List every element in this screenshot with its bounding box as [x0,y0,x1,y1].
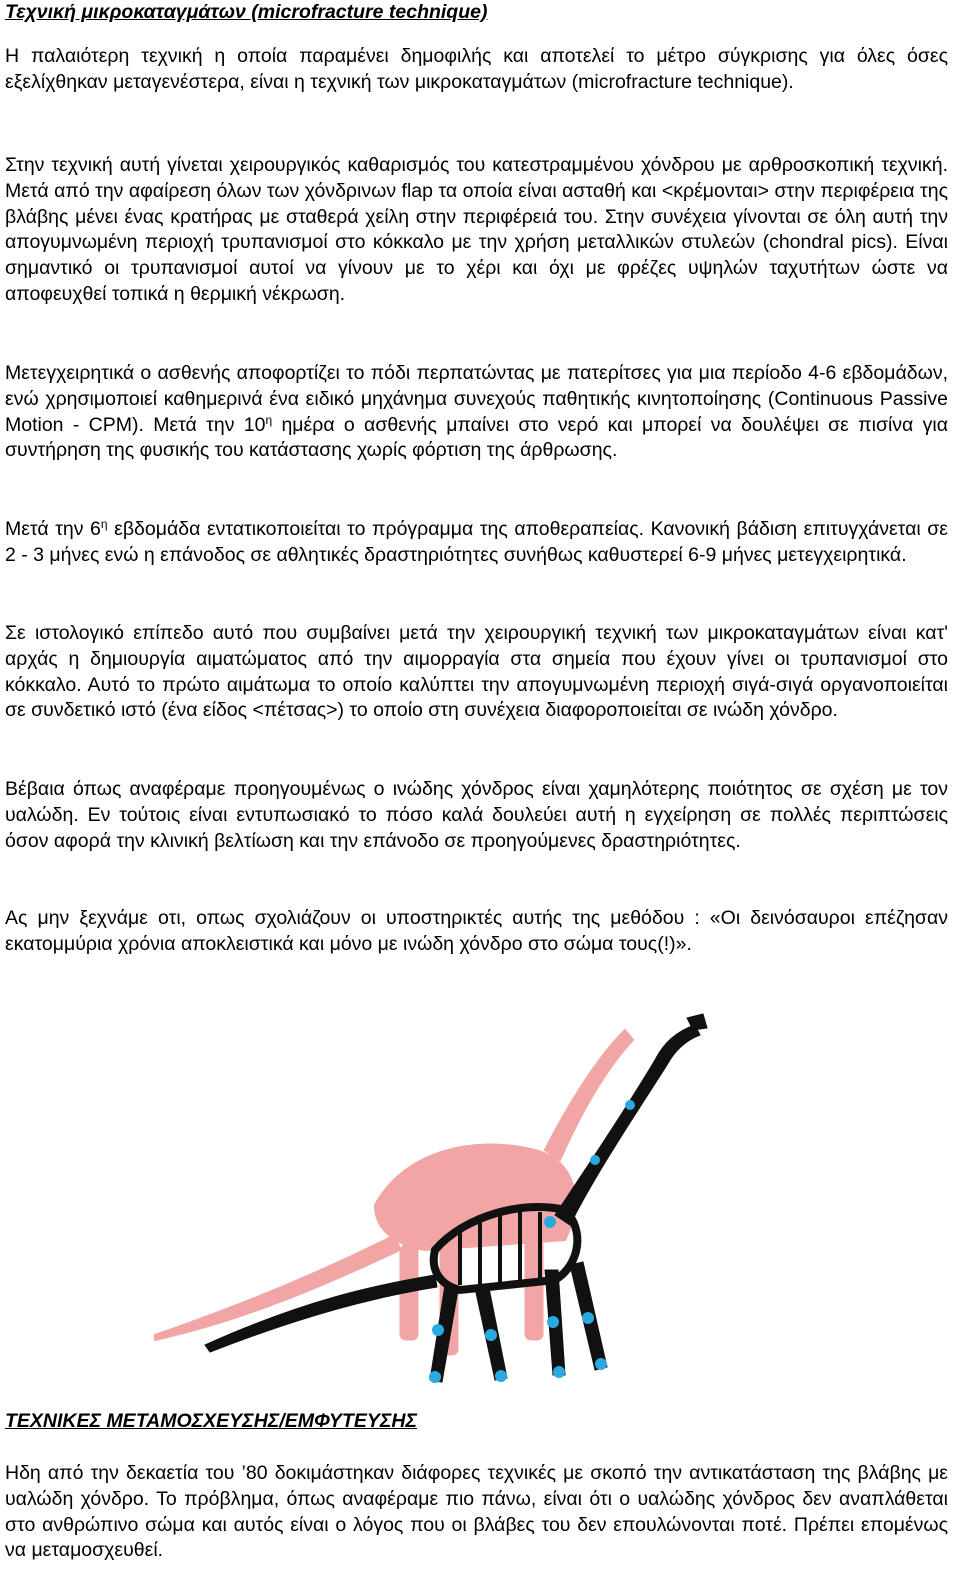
ghost-skeleton [155,1030,633,1355]
dinosaur-skeleton-figure [5,1000,948,1395]
joint-marker [547,1316,559,1328]
dinosaur-skeleton-illustration [5,1000,948,1395]
paragraph-postop [5,361,948,464]
paragraph-rehab-text-b: εβδομάδα εντατικοποιείται το πρόγραμμα της αποθεραπείας. Κανονική βάδιση επιτυγχάνεται σε 2 - 3 μήνες ενώ η επάνοδος σε αθλητικές δραστηριότητες συνήθως καθυστερεί 6-9 μήνες μετεγχειρητικά. [5,518,948,566]
paragraph-postop-text-b: ημέρα ο ασθενής μπαίνει στο νερό και μπορεί να δουλέψει σε πισίνα για συντήρηση της φυσικής του κατάστασης χωρίς φόρτιση της άρθρωσης. [5,413,948,462]
joint-marker [485,1329,497,1341]
superscript: η [265,412,273,427]
ghost-neck [545,1030,633,1160]
paragraph-rehab-text-a: Μετά την 6 [5,518,101,540]
joint-marker [625,1100,635,1110]
section-title-transplantation: ΤΕΧΝΙΚΕΣ ΜΕΤΑΜΟΣΧΕΥΣΗΣ/ΕΜΦΥΤΕΥΣΗΣ [5,1410,417,1432]
paragraph-rehab [5,517,948,569]
paragraph-fibrocartilage: Βέβαια όπως αναφέραμε προηγουμένως ο ινώδης χόνδρος είναι χαμηλότερης ποιότητος σε σχέση με τον υαλώδη. Εν τούτοις είναι εντυπωσιακό το πόσο καλά δουλεύει αυτή η εγχείρηση σε πολλές περιπτώσεις όσον αφορά την κλινική βελτίωση και την επάνοδο σε προηγούμενες δραστηριότητες. [5,778,948,852]
joint-marker [544,1216,556,1228]
paragraph-postop-text-a: Μετεγχειρητικά ο ασθενής αποφορτίζει το πόδι περπατώντας με πατερίτσες για μια περίοδο 4-6 εβδομάδων, ενώ χρησιμοποιεί καθημερινά ένα ειδικό μηχάνημα συνεχούς παθητικής κινητοποίησης (Continuous Passive Motion - CPM). Μετά την 10 [5,362,948,436]
paragraph-procedure: Στην τεχνική αυτή γίνεται χειρουργικός καθαρισμός του κατεστραμμένου χόνδρου με αρθροσκοπική τεχνική. Μετά από την αφαίρεση όλων των χόνδρινων flap τα οποία είναι ασταθή και <κρέμονται> στην περιφέρεια της βλάβης μένει ένας κρατήρας με σταθερά χείλη στην περιφέρειά του. Στην συνέχεια γίνονται σε όλη αυτή την απογυμνωμένη περιοχή τρυπανισμοί στο κόκκαλο με την χρήση μεταλλικών στυλεών (chondral pics). Είναι σημαντικό οι τρυπανισμοί αυτοί να γίνουν με το χέρι και όχι με φρέζες υψηλών ταχυτήτων ώστε να αποφευχθεί τοπικά η θερμική νέκρωση. [5,154,948,305]
joint-marker [582,1312,594,1324]
section-title-microfracture: Τεχνική μικροκαταγμάτων (microfracture technique) [5,1,488,23]
joint-marker [590,1155,600,1165]
paragraph-dinosaurs: Ας μην ξεχνάμε οτι, οπως σχολιάζουν οι υποστηρικτές αυτής της μεθόδου : «Οι δεινόσαυροι επέζησαν εκατομμύρια χρόνια αποκλειστικά και μόνο με ινώδη χόνδρο στο σώμα τους(!)». [5,907,948,955]
joint-marker [429,1371,441,1383]
paragraph-intro: Η παλαιότερη τεχνική η οποία παραμένει δημοφιλής και αποτελεί το μέτρο σύγκρισης για όλες όσες εξελίχθηκαν μεταγενέστερα, είναι η τεχνική των μικροκαταγμάτων (microfracture technique). [5,45,948,93]
joint-marker [553,1366,565,1378]
superscript: η [100,517,108,531]
paragraph-transplantation: Ηδη από την δεκαετία του ’80 δοκιμάστηκαν διάφορες τεχνικές με σκοπό την αντικατάσταση της βλάβης με υαλώδη χόνδρο. Το πρόβλημα, όπως αναφέραμε πιο πάνω, είναι ότι ο υαλώδης χόνδρος δεν αναπλάθεται στο ανθρώπινο σώμα και αυτός είναι ο λόγος που οι βλάβες του δεν επουλώνονται ποτέ. Πρέπει επομένως να μεταμοσχευθεί. [5,1462,948,1562]
ghost-body [375,1145,575,1250]
joint-marker [595,1358,607,1370]
joint-marker [495,1370,507,1382]
joint-marker [432,1324,444,1336]
paragraph-histology: Σε ιστολογικό επίπεδο αυτό που συμβαίνει μετά την χειρουργική τεχνική των μικροκαταγμάτων είναι κατ' αρχάς η δημιουργία αιματώματος από την αιμορραγία στα σημεία που έχουν γίνει οι τρυπανισμοί στο κόκκαλο. Αυτό το πρώτο αιμάτωμα το οποίο καλύπτει την απογυμνωμένη περιοχή σιγά-σιγά οργανοποιείται σε συνδετικό ιστό (ένα είδος <πέτσας>) το οποίο στη συνέχεια διαφοροποιείται σε ινώδη χόνδρο. [5,622,948,722]
